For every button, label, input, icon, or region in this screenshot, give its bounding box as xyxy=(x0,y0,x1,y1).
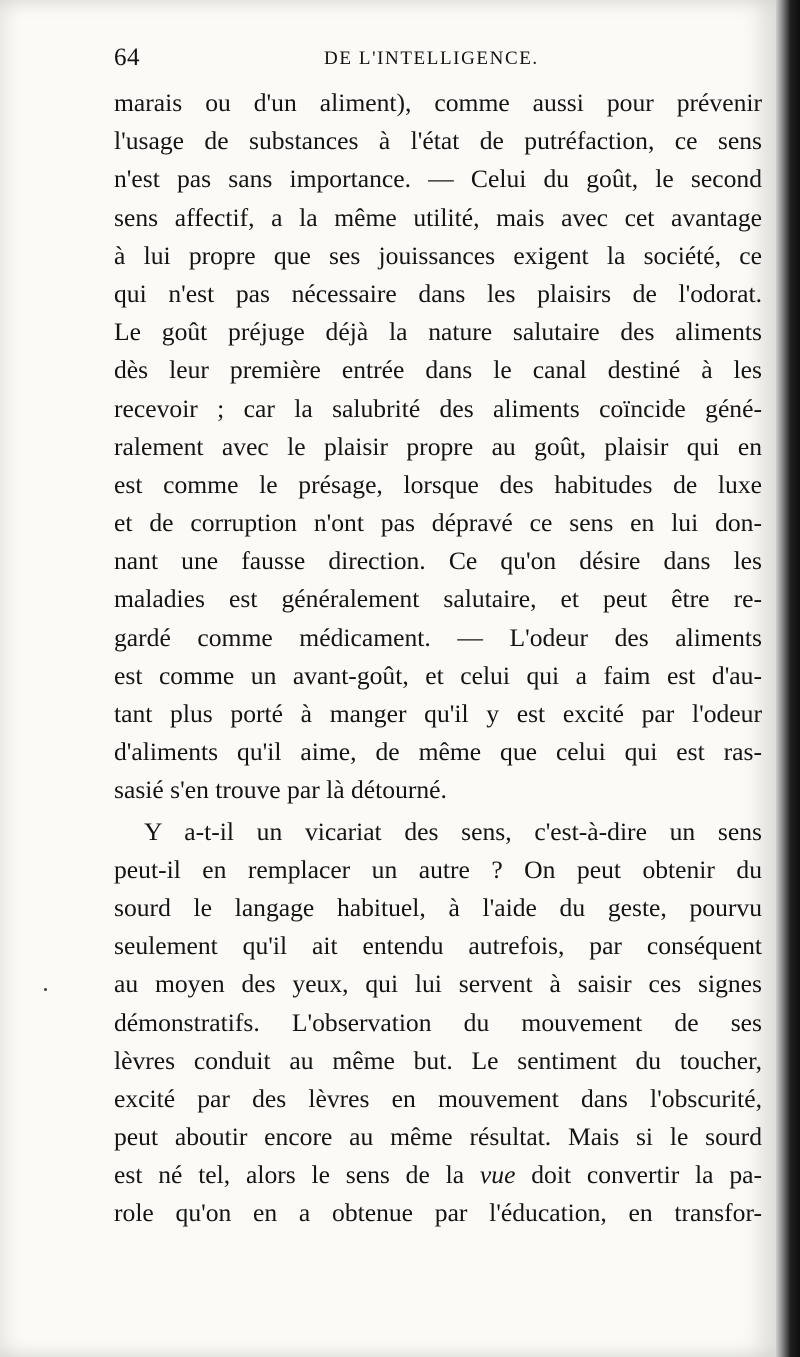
text-line: n'est pas sans importance. — Celui du goût, le second xyxy=(114,164,762,194)
running-title: DE L'INTELLIGENCE. xyxy=(324,48,539,69)
text-line: qui n'est pas nécessaire dans les plaisirs de l'odorat. xyxy=(114,278,762,308)
text-line: gardé comme médicament. — L'odeur des aliments xyxy=(114,622,762,652)
text-line: dès leur première entrée dans le canal destiné à les xyxy=(114,355,762,385)
paragraph xyxy=(114,84,762,810)
text-line: sens affectif, a la même utilité, mais avec cet avantage xyxy=(114,202,762,232)
text-line: role qu'on en a obtenue par l'éducation, en transfor- xyxy=(114,1198,762,1228)
book-gutter-shadow xyxy=(776,0,800,1357)
paragraph xyxy=(114,813,762,1233)
body-text xyxy=(114,84,762,1233)
text-line: marais ou d'un aliment), comme aussi pour prévenir xyxy=(114,88,762,117)
ink-speck xyxy=(44,988,47,991)
text-line: sasié s'en trouve par là détourné. xyxy=(114,775,447,805)
text-line: lèvres conduit au même but. Le sentiment du toucher, xyxy=(114,1045,762,1075)
text-line: Y a-t-il un vicariat des sens, c'est-à-dire un sens xyxy=(144,816,762,846)
text-line: est né tel, alors le sens de la vue doit convertir la pa- xyxy=(114,1160,763,1190)
text-line: d'aliments qu'il aime, de même que celui qui est ras- xyxy=(114,737,762,767)
text-line: recevoir ; car la salubrité des aliments coïncide géné- xyxy=(114,393,762,423)
text-line: Le goût préjuge déjà la nature salutaire des aliments xyxy=(114,317,762,347)
text-line: au moyen des yeux, qui lui servent à saisir ces signes xyxy=(114,969,762,999)
page-number: 64 xyxy=(114,44,140,71)
text-line: est comme le présage, lorsque des habitudes de luxe xyxy=(114,469,762,499)
text-line: nant une fausse direction. Ce qu'on désire dans les xyxy=(114,546,762,576)
text-line: est comme un avant-goût, et celui qui a faim est d'au- xyxy=(114,660,762,690)
text-line: tant plus porté à manger qu'il y est excité par l'odeur xyxy=(114,699,762,728)
text-line: excité par des lèvres en mouvement dans l'obscurité, xyxy=(114,1083,762,1113)
text-line: sourd le langage habituel, à l'aide du geste, pourvu xyxy=(114,892,762,922)
text-line: maladies est généralement salutaire, et peut être re- xyxy=(114,584,762,614)
text-line: ralement avec le plaisir propre au goût, plaisir qui en xyxy=(114,431,762,461)
text-line: à lui propre que ses jouissances exigent la société, ce xyxy=(114,240,762,270)
text-line: et de corruption n'ont pas dépravé ce sens en lui don- xyxy=(114,508,762,538)
page-header xyxy=(114,44,764,78)
text-line: peut aboutir encore au même résultat. Mais si le sourd xyxy=(114,1122,762,1152)
text-line: seulement qu'il ait entendu autrefois, par conséquent xyxy=(114,931,762,961)
text-line: peut-il en remplacer un autre ? On peut obtenir du xyxy=(114,854,762,884)
text-line: démonstratifs. L'observation du mouvement de ses xyxy=(114,1007,762,1037)
text-line: l'usage de substances à l'état de putréfaction, ce sens xyxy=(114,126,762,156)
